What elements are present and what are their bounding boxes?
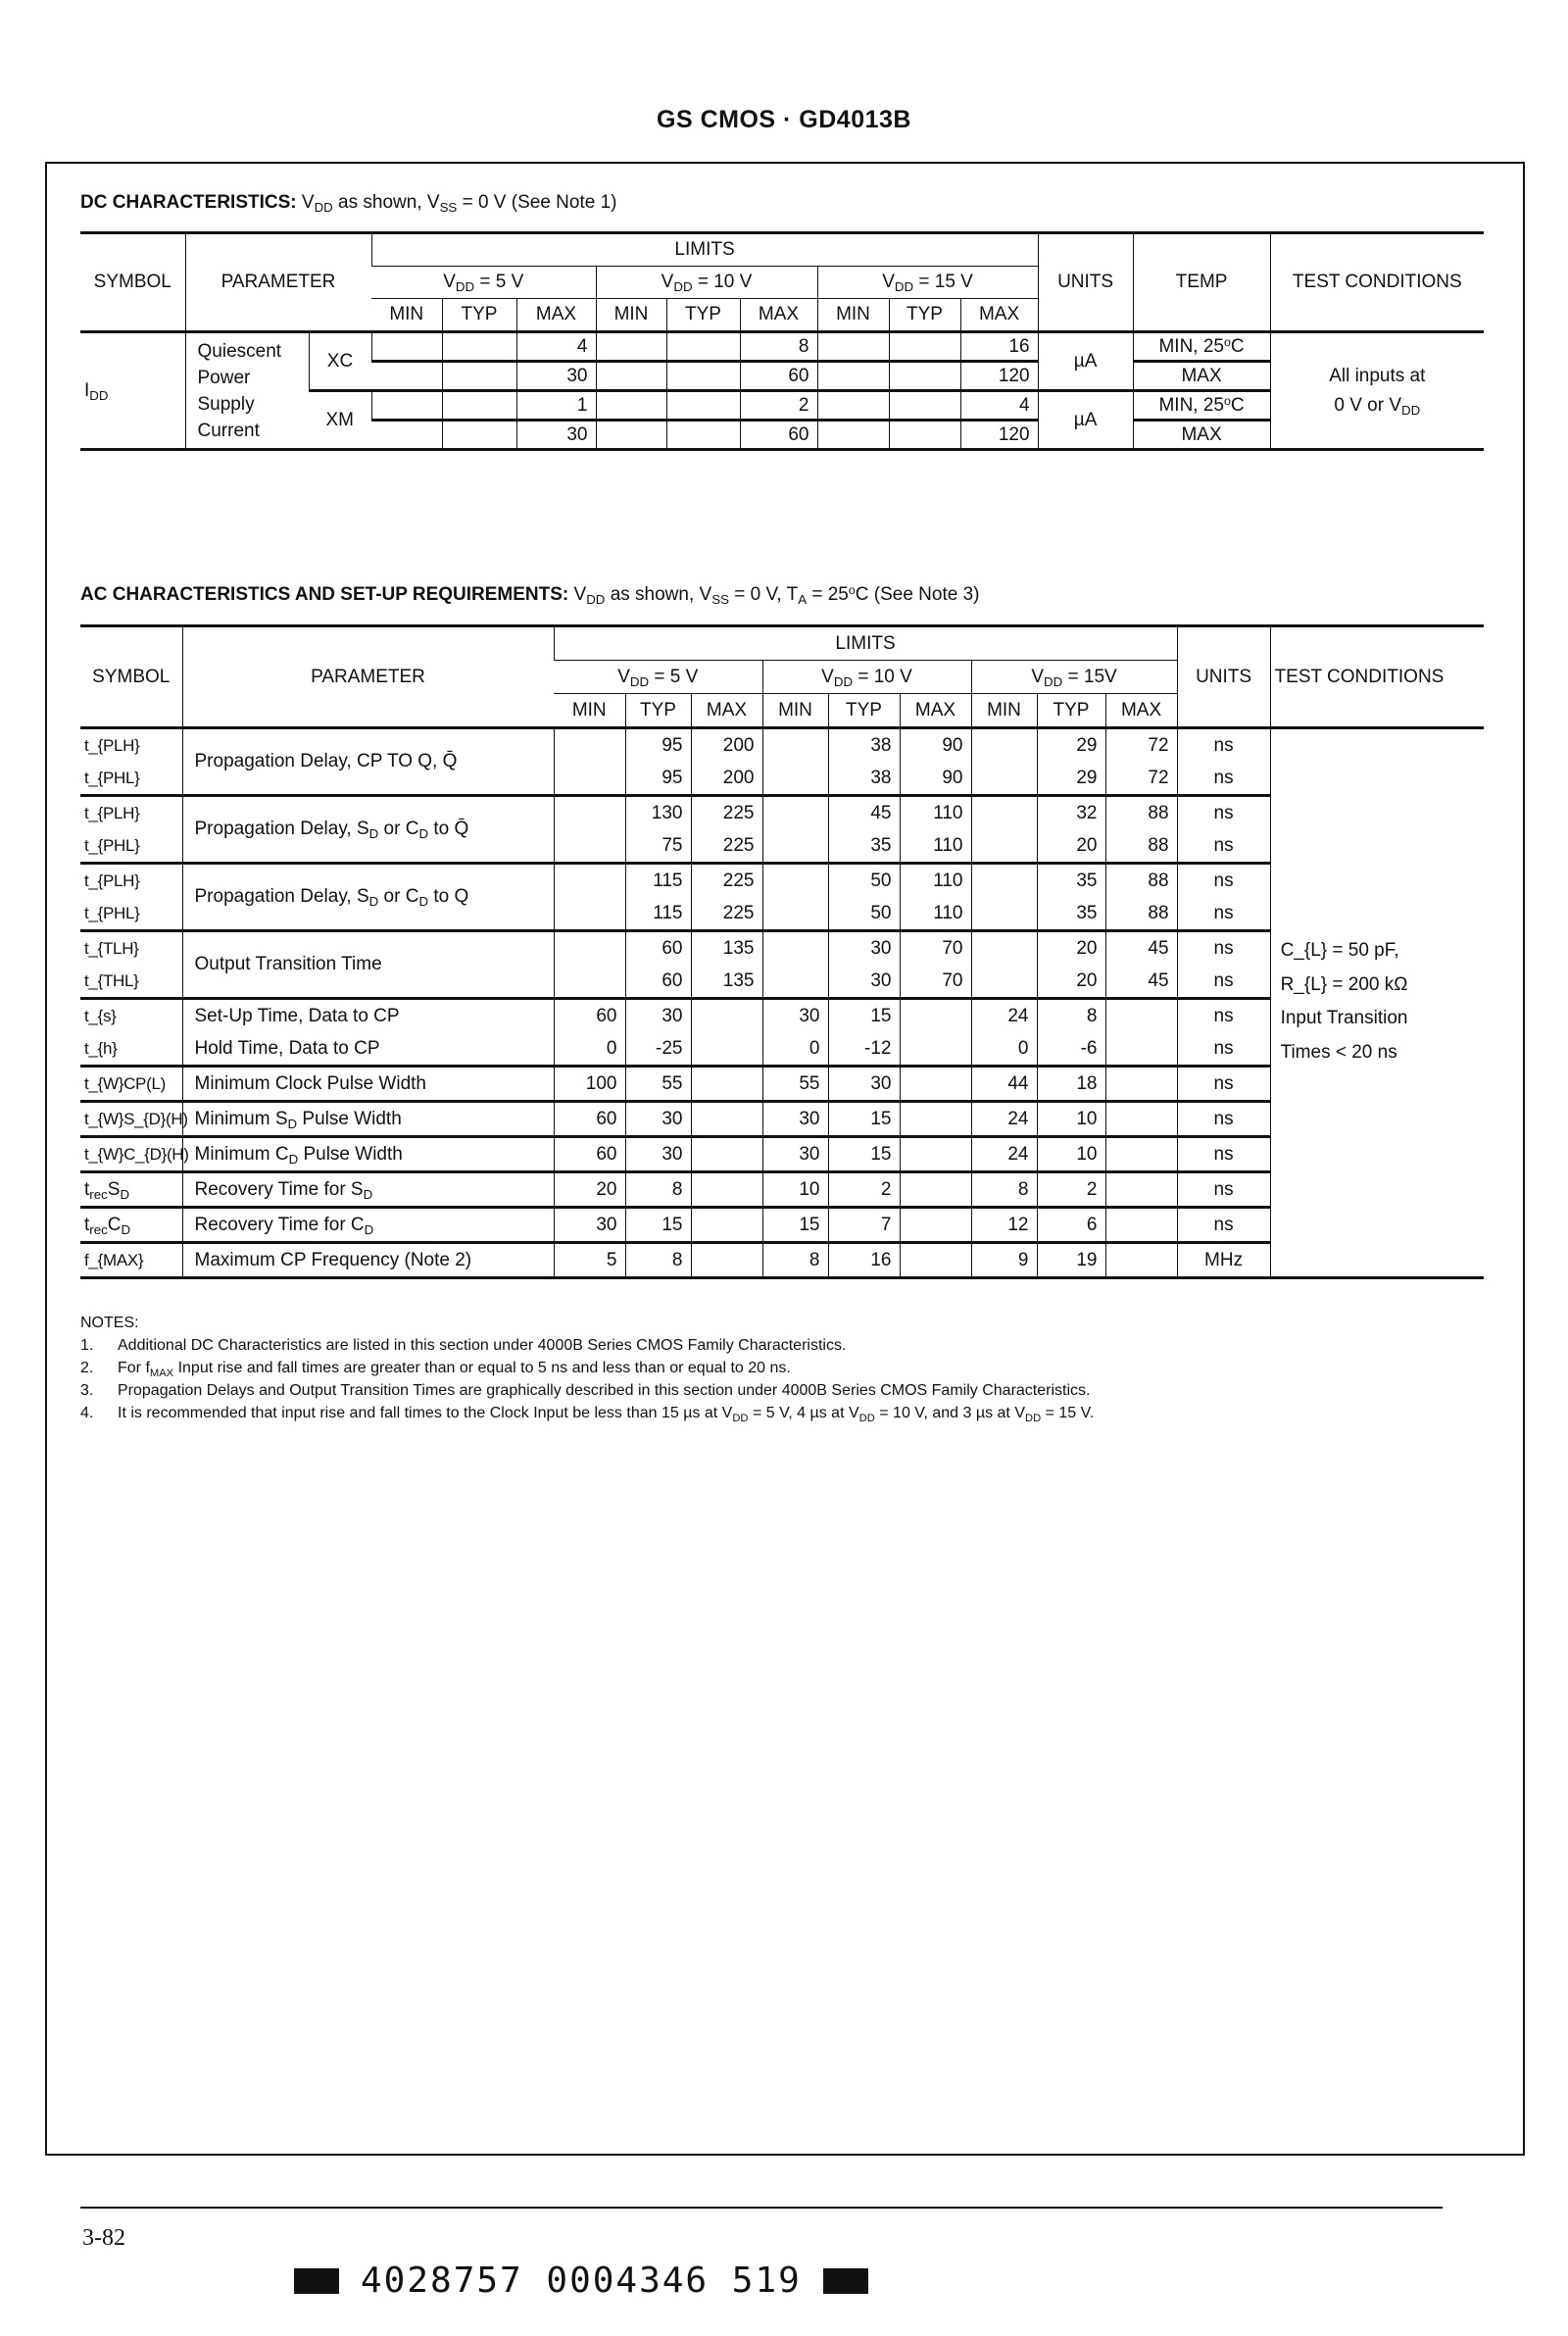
value-max-15v: 72 — [1105, 728, 1177, 763]
value-typ-5v: 60 — [625, 931, 691, 966]
parameter: Minimum Clock Pulse Width — [182, 1067, 554, 1102]
value-max-5v — [691, 1137, 762, 1172]
value-max-15v — [1105, 1172, 1177, 1208]
units: ns — [1177, 762, 1270, 796]
dc-max-15v: 16 — [960, 332, 1038, 362]
value-max-5v — [691, 1208, 762, 1243]
value-typ-10v: 2 — [828, 1172, 900, 1208]
ac-heading-text: $V_{DD}$ as shown, $V_{SS} = 0$ V, $T_A = 25^oC$ (See Note 3) — [568, 583, 980, 607]
header-typ: TYP — [828, 694, 900, 728]
value-max-15v: 45 — [1105, 931, 1177, 966]
ac-test-conditions — [1270, 728, 1484, 1278]
notes — [80, 1312, 1501, 1424]
note-item — [80, 1357, 1501, 1379]
value-typ-15v: 18 — [1037, 1067, 1105, 1102]
value-min-10v — [762, 762, 828, 796]
value-min-5v: 60 — [554, 1102, 625, 1137]
parameter-line: Current — [197, 420, 260, 441]
value-max-5v: 200 — [691, 762, 762, 796]
value-typ-10v: 7 — [828, 1208, 900, 1243]
value-typ-10v: 30 — [828, 965, 900, 999]
value-max-15v — [1105, 1067, 1177, 1102]
value-max-15v: 88 — [1105, 897, 1177, 931]
page-title: GS CMOS · GD4013B — [657, 106, 911, 133]
value-max-5v: 200 — [691, 728, 762, 763]
dc-max-15v: 120 — [960, 421, 1038, 450]
note-number: 2. — [80, 1360, 94, 1376]
value-max-15v: 88 — [1105, 864, 1177, 898]
units: ns — [1177, 1032, 1270, 1067]
units: ns — [1177, 1137, 1270, 1172]
value-max-10v: 70 — [900, 931, 971, 966]
page-number: 3-82 — [82, 2225, 125, 2251]
value-max-10v — [900, 1067, 971, 1102]
value-min-15v: 0 — [971, 1032, 1037, 1067]
header-limits: LIMITS — [554, 626, 1177, 661]
note-number: 1. — [80, 1337, 94, 1354]
dc-max-5v: 30 — [516, 362, 596, 391]
value-max-15v — [1105, 1208, 1177, 1243]
value-min-10v — [762, 965, 828, 999]
header-vdd-10v: $V_{DD} = 10$ V — [596, 267, 817, 299]
parameter: Minimum $C_D$ Pulse Width — [182, 1137, 554, 1172]
value-max-10v: 110 — [900, 796, 971, 830]
value-min-5v: 20 — [554, 1172, 625, 1208]
header-parameter: PARAMETER — [185, 233, 371, 332]
test-condition-line: Times < 20 ns — [1280, 1041, 1397, 1063]
value-max-15v — [1105, 1243, 1177, 1278]
value-min-15v — [971, 796, 1037, 830]
value-max-5v — [691, 999, 762, 1033]
value-min-5v: 60 — [554, 1137, 625, 1172]
value-min-15v — [971, 931, 1037, 966]
value-max-5v — [691, 1102, 762, 1137]
value-max-5v: 225 — [691, 796, 762, 830]
note-text: Propagation Delays and Output Transition Times are graphically described in this section under 4000B Series CMOS Family Characteristics. — [118, 1382, 1091, 1399]
header-test-conditions: TEST CONDITIONS — [1270, 233, 1484, 332]
test-condition-line: Input Transition — [1280, 1008, 1408, 1028]
dc-max-10v: 60 — [740, 421, 817, 450]
header-parameter: PARAMETER — [182, 626, 554, 728]
header-test-conditions: TEST CONDITIONS — [1270, 626, 1484, 728]
value-typ-10v: 15 — [828, 1102, 900, 1137]
header-min: MIN — [971, 694, 1037, 728]
units: ns — [1177, 796, 1270, 830]
dc-test-conditions — [1270, 332, 1484, 450]
header-typ: TYP — [889, 299, 960, 332]
value-max-10v: 110 — [900, 864, 971, 898]
symbol: t_{PLH} — [84, 735, 140, 755]
header-typ: TYP — [1037, 694, 1105, 728]
value-typ-5v: 8 — [625, 1172, 691, 1208]
value-min-15v — [971, 728, 1037, 763]
parameter-line: Supply — [197, 393, 255, 415]
parameter: Propagation Delay, $S_D$ or $C_D$ to Q̄ — [182, 796, 554, 864]
value-min-5v — [554, 864, 625, 898]
dc-max-15v: 120 — [960, 362, 1038, 391]
value-min-10v: 15 — [762, 1208, 828, 1243]
dc-temp: MIN, 25$^o$C — [1133, 391, 1270, 421]
value-min-10v: 8 — [762, 1243, 828, 1278]
value-typ-15v: 35 — [1037, 864, 1105, 898]
value-typ-10v: 38 — [828, 728, 900, 763]
symbol: t_{W}CP(L) — [80, 1067, 182, 1102]
dc-characteristics-table — [80, 231, 1484, 451]
value-typ-5v: 130 — [625, 796, 691, 830]
test-condition-line: C_{L} = 50 pF, — [1280, 940, 1399, 961]
symbol: t_{W}S_{D}(H) — [80, 1102, 182, 1137]
value-max-10v: 110 — [900, 829, 971, 864]
value-max-15v: 45 — [1105, 965, 1177, 999]
header-vdd-10v: $V_{DD} = 10$ V — [762, 661, 971, 694]
header-symbol: SYMBOL — [80, 233, 185, 332]
value-max-15v: 88 — [1105, 796, 1177, 830]
note-number: 3. — [80, 1382, 94, 1399]
value-max-5v: 225 — [691, 829, 762, 864]
value-max-10v — [900, 1172, 971, 1208]
dc-max-5v: 30 — [516, 421, 596, 450]
test-condition-line: All inputs at — [1329, 365, 1426, 386]
value-typ-15v: 10 — [1037, 1137, 1105, 1172]
value-max-5v — [691, 1067, 762, 1102]
note-text: Additional DC Characteristics are listed in this section under 4000B Series CMOS Family Characteristics. — [118, 1337, 847, 1354]
value-min-10v: 30 — [762, 1102, 828, 1137]
dc-max-15v: 4 — [960, 391, 1038, 421]
note-item — [80, 1334, 1501, 1357]
dc-max-5v: 1 — [516, 391, 596, 421]
header-max: MAX — [516, 299, 596, 332]
header-vdd-5v: $V_{DD} = 5$ V — [371, 267, 596, 299]
value-min-5v — [554, 931, 625, 966]
value-max-10v: 70 — [900, 965, 971, 999]
value-typ-10v: 50 — [828, 864, 900, 898]
value-max-10v: 110 — [900, 897, 971, 931]
symbol: t_{THL} — [84, 970, 139, 990]
units: ns — [1177, 931, 1270, 966]
value-typ-10v: 38 — [828, 762, 900, 796]
header-symbol: SYMBOL — [80, 626, 182, 728]
value-max-5v: 135 — [691, 931, 762, 966]
dc-temp: MAX — [1133, 362, 1270, 391]
value-typ-15v: 2 — [1037, 1172, 1105, 1208]
units: ns — [1177, 965, 1270, 999]
symbol: t_{W}C_{D}(H) — [80, 1137, 182, 1172]
value-typ-15v: -6 — [1037, 1032, 1105, 1067]
value-typ-5v: 8 — [625, 1243, 691, 1278]
value-typ-5v: 115 — [625, 897, 691, 931]
value-min-5v: 5 — [554, 1243, 625, 1278]
symbol: $t_{rec}C_D$ — [80, 1208, 182, 1243]
value-min-10v — [762, 728, 828, 763]
value-min-10v — [762, 829, 828, 864]
test-condition-line: 0 V or $V_{DD}$ — [1334, 394, 1421, 418]
value-min-15v — [971, 897, 1037, 931]
value-max-15v: 72 — [1105, 762, 1177, 796]
value-min-5v — [554, 728, 625, 763]
parameter: Output Transition Time — [182, 931, 554, 999]
value-min-15v — [971, 762, 1037, 796]
value-min-10v: 55 — [762, 1067, 828, 1102]
header-typ: TYP — [442, 299, 516, 332]
dc-max-10v: 60 — [740, 362, 817, 391]
value-max-10v — [900, 999, 971, 1033]
symbol: $t_{rec}S_D$ — [80, 1172, 182, 1208]
value-typ-15v: 6 — [1037, 1208, 1105, 1243]
symbol: t_{PHL} — [84, 903, 140, 922]
dc-heading-label: DC CHARACTERISTICS: — [80, 192, 297, 213]
value-max-5v: 135 — [691, 965, 762, 999]
value-max-15v — [1105, 999, 1177, 1033]
value-min-5v — [554, 762, 625, 796]
header-max: MAX — [691, 694, 762, 728]
header-limits: LIMITS — [371, 233, 1038, 267]
value-max-5v: 225 — [691, 897, 762, 931]
value-max-10v — [900, 1102, 971, 1137]
value-min-5v — [554, 796, 625, 830]
value-min-10v — [762, 931, 828, 966]
table-row — [80, 728, 1484, 763]
value-min-10v — [762, 897, 828, 931]
units: ns — [1177, 897, 1270, 931]
value-typ-5v: 95 — [625, 762, 691, 796]
header-max: MAX — [740, 299, 817, 332]
value-min-10v — [762, 796, 828, 830]
value-typ-15v: 20 — [1037, 931, 1105, 966]
units: ns — [1177, 1172, 1270, 1208]
value-min-10v: 30 — [762, 1137, 828, 1172]
value-typ-5v: 30 — [625, 1137, 691, 1172]
header-typ: TYP — [625, 694, 691, 728]
dc-units: µA — [1038, 332, 1133, 391]
dc-max-10v: 8 — [740, 332, 817, 362]
note-number: 4. — [80, 1405, 94, 1421]
value-typ-15v: 10 — [1037, 1102, 1105, 1137]
value-max-10v — [900, 1208, 971, 1243]
value-max-15v — [1105, 1137, 1177, 1172]
value-min-5v: 60 — [554, 999, 625, 1033]
value-typ-10v: 35 — [828, 829, 900, 864]
parameter: Propagation Delay, $S_D$ or $C_D$ to Q — [182, 864, 554, 931]
header-min: MIN — [371, 299, 442, 332]
header-typ: TYP — [666, 299, 740, 332]
value-min-15v: 12 — [971, 1208, 1037, 1243]
header-temp: TEMP — [1133, 233, 1270, 332]
value-max-10v — [900, 1243, 971, 1278]
value-min-15v: 9 — [971, 1243, 1037, 1278]
value-typ-5v: 95 — [625, 728, 691, 763]
value-typ-5v: 15 — [625, 1208, 691, 1243]
notes-title: NOTES: — [80, 1315, 139, 1331]
value-min-5v: 100 — [554, 1067, 625, 1102]
dc-units: µA — [1038, 391, 1133, 450]
value-min-10v: 0 — [762, 1032, 828, 1067]
header-min: MIN — [817, 299, 889, 332]
parameter: Recovery Time for $C_D$ — [182, 1208, 554, 1243]
value-min-15v: 8 — [971, 1172, 1037, 1208]
value-max-15v — [1105, 1032, 1177, 1067]
value-min-10v — [762, 864, 828, 898]
value-min-15v: 44 — [971, 1067, 1037, 1102]
value-max-5v: 225 — [691, 864, 762, 898]
value-max-10v: 90 — [900, 728, 971, 763]
value-min-15v: 24 — [971, 1137, 1037, 1172]
value-typ-10v: 30 — [828, 1067, 900, 1102]
value-typ-5v: 60 — [625, 965, 691, 999]
value-typ-5v: 30 — [625, 999, 691, 1033]
value-min-15v — [971, 965, 1037, 999]
value-min-10v: 10 — [762, 1172, 828, 1208]
value-typ-15v: 29 — [1037, 762, 1105, 796]
value-min-5v — [554, 897, 625, 931]
units: ns — [1177, 829, 1270, 864]
units: ns — [1177, 728, 1270, 763]
dc-temp: MIN, 25$^o$C — [1133, 332, 1270, 362]
dc-type-xm: XM — [325, 409, 354, 430]
header-vdd-15v: $V_{DD} = 15V$ — [971, 661, 1177, 694]
header-vdd-5v: $V_{DD} = 5$ V — [554, 661, 762, 694]
parameter: Hold Time, Data to CP — [182, 1032, 554, 1067]
dc-max-10v: 2 — [740, 391, 817, 421]
ac-heading-label: AC CHARACTERISTICS AND SET-UP REQUIREMENTS: — [80, 584, 569, 605]
value-typ-15v: 35 — [1037, 897, 1105, 931]
dc-max-5v: 4 — [516, 332, 596, 362]
note-text: It is recommended that input rise and fall times to the Clock Input be less than 15 µs at $V_{DD} = 5$ V, 4 µs at $V_{DD} = 10$ V, and 3 µs at $V_{DD} = 15$ V. — [118, 1405, 1095, 1424]
parameter-line: Quiescent — [197, 340, 282, 362]
units: ns — [1177, 999, 1270, 1033]
value-max-15v: 88 — [1105, 829, 1177, 864]
value-max-15v — [1105, 1102, 1177, 1137]
header-max: MAX — [960, 299, 1038, 332]
dc-heading — [80, 192, 616, 214]
symbol: t_{TLH} — [80, 931, 182, 966]
value-min-15v — [971, 829, 1037, 864]
symbol: t_{PLH} — [80, 864, 182, 898]
parameter: Minimum $S_D$ Pulse Width — [182, 1102, 554, 1137]
units: ns — [1177, 1067, 1270, 1102]
value-min-5v — [554, 829, 625, 864]
value-typ-15v: 32 — [1037, 796, 1105, 830]
dc-parameter — [185, 332, 309, 450]
units: ns — [1177, 1102, 1270, 1137]
test-condition-line: R_{L} = 200 kΩ — [1280, 973, 1408, 995]
header-units: UNITS — [1177, 626, 1270, 728]
symbol: t_{h} — [84, 1038, 118, 1058]
value-typ-5v: 55 — [625, 1067, 691, 1102]
note-item — [80, 1402, 1501, 1424]
value-typ-15v: 20 — [1037, 829, 1105, 864]
note-item — [80, 1379, 1501, 1402]
ac-characteristics-table — [80, 624, 1484, 1279]
parameter: Maximum CP Frequency (Note 2) — [182, 1243, 554, 1278]
note-text: For $f_{MAX}$ Input rise and fall times are greater than or equal to 5 ns and less than or equal to 20 ns. — [118, 1360, 791, 1379]
footer-rule — [80, 2207, 1443, 2209]
parameter: Set-Up Time, Data to CP — [182, 999, 554, 1033]
value-typ-5v: 115 — [625, 864, 691, 898]
header-vdd-15v: $V_{DD} = 15$ V — [817, 267, 1038, 299]
value-min-15v — [971, 864, 1037, 898]
barcode — [294, 2261, 868, 2301]
value-min-15v: 24 — [971, 999, 1037, 1033]
value-max-5v — [691, 1032, 762, 1067]
barcode-text: 4028757 0004346 519 — [361, 2261, 802, 2301]
header-max: MAX — [1105, 694, 1177, 728]
header-min: MIN — [762, 694, 828, 728]
value-typ-10v: 45 — [828, 796, 900, 830]
value-typ-10v: -12 — [828, 1032, 900, 1067]
value-typ-15v: 20 — [1037, 965, 1105, 999]
dc-heading-text: $V_{DD}$ as shown, $V_{SS} = 0$ V (See Note 1) — [296, 192, 617, 215]
value-typ-15v: 19 — [1037, 1243, 1105, 1278]
dc-type-xc: XC — [309, 332, 371, 391]
value-max-5v — [691, 1243, 762, 1278]
units: MHz — [1177, 1243, 1270, 1278]
parameter: Recovery Time for $S_D$ — [182, 1172, 554, 1208]
symbol: f_{MAX} — [80, 1243, 182, 1278]
barcode-block — [294, 2268, 339, 2294]
value-typ-15v: 8 — [1037, 999, 1105, 1033]
symbol: t_{PHL} — [84, 835, 140, 855]
value-typ-5v: -25 — [625, 1032, 691, 1067]
symbol: t_{PLH} — [80, 796, 182, 830]
dc-symbol: $I_{DD}$ — [84, 379, 109, 403]
value-min-15v: 24 — [971, 1102, 1037, 1137]
value-min-5v: 30 — [554, 1208, 625, 1243]
value-max-10v: 90 — [900, 762, 971, 796]
value-min-5v: 0 — [554, 1032, 625, 1067]
value-min-5v — [554, 965, 625, 999]
dc-temp: MAX — [1133, 421, 1270, 450]
value-typ-15v: 29 — [1037, 728, 1105, 763]
header-min: MIN — [596, 299, 666, 332]
value-max-10v — [900, 1032, 971, 1067]
header-units: UNITS — [1038, 233, 1133, 332]
barcode-block — [823, 2268, 868, 2294]
value-max-5v — [691, 1172, 762, 1208]
value-typ-10v: 16 — [828, 1243, 900, 1278]
header-max: MAX — [900, 694, 971, 728]
value-typ-5v: 30 — [625, 1102, 691, 1137]
value-typ-10v: 50 — [828, 897, 900, 931]
value-typ-5v: 75 — [625, 829, 691, 864]
parameter-line: Power — [197, 367, 251, 388]
value-typ-10v: 15 — [828, 999, 900, 1033]
value-typ-10v: 15 — [828, 1137, 900, 1172]
symbol: t_{s} — [80, 999, 182, 1033]
parameter: Propagation Delay, CP TO Q, Q̄ — [182, 728, 554, 796]
units: ns — [1177, 864, 1270, 898]
value-typ-10v: 30 — [828, 931, 900, 966]
ac-heading — [80, 584, 979, 606]
symbol: t_{PHL} — [84, 768, 140, 787]
header-min: MIN — [554, 694, 625, 728]
units: ns — [1177, 1208, 1270, 1243]
value-min-10v: 30 — [762, 999, 828, 1033]
value-max-10v — [900, 1137, 971, 1172]
